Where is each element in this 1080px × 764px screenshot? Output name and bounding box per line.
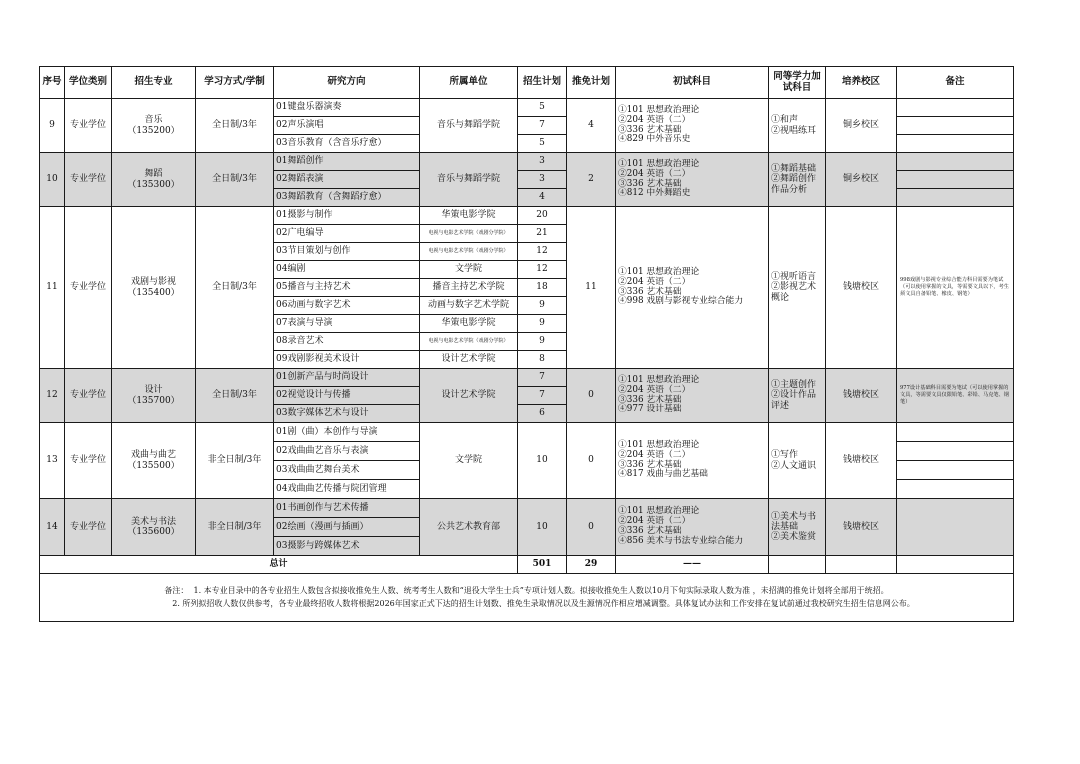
- cell-major: [112, 423, 196, 499]
- cell-recommend: 0: [567, 369, 616, 423]
- cell-unit: 电视与电影艺术学院（戏剧分学院）: [420, 243, 518, 261]
- extra-line: ②舞蹈创作: [771, 174, 817, 185]
- major-name: 舞蹈: [144, 169, 163, 180]
- cell-mode: 非全日制/3年: [196, 499, 274, 556]
- cell-direction: 03节目策划与创作: [274, 243, 420, 261]
- cell-direction: 02戏曲曲艺音乐与表演: [274, 442, 420, 461]
- cell-direction: 01书画创作与艺术传播: [274, 499, 420, 518]
- table-row: [40, 499, 1014, 518]
- cell-unit: 华策电影学院: [420, 207, 518, 225]
- cell-unit: 播音主持艺术学院: [420, 279, 518, 297]
- cell-recommend: 0: [567, 499, 616, 556]
- total-blank: [897, 556, 1014, 574]
- cell-extra: [769, 99, 826, 153]
- cell-unit: 电视与电影艺术学院（戏剧分学院）: [420, 225, 518, 243]
- cell-campus: 铜乡校区: [826, 153, 897, 207]
- cell-direction: 07表演与导演: [274, 315, 420, 333]
- header-degree: 学位类别: [65, 67, 112, 99]
- major-name: 设计: [144, 385, 163, 396]
- cell-recommend: 4: [567, 99, 616, 153]
- cell-note: [897, 480, 1014, 499]
- major-code: （135600）: [127, 527, 180, 537]
- exam-line: ③336 艺术基础: [618, 124, 682, 135]
- cell-direction: 01剧（曲）本创作与导演: [274, 423, 420, 442]
- footnote-text-2: 2. 所列拟招收人数仅供参考，各专业最终招收人数将根据2026年国家正式下达的招生计划数、推免生录取情况以及生源情况作相应增减调整。具体复试办法和工作安排在复试前通过我校研究生招生信息网公布。: [172, 598, 915, 608]
- extra-line: ②设计作品: [771, 390, 817, 401]
- cell-note: [897, 117, 1014, 135]
- cell-direction: 03音乐教育（含音乐疗愈）: [274, 135, 420, 153]
- table-row: [40, 369, 1014, 387]
- cell-note: [897, 499, 1014, 556]
- table-row: [40, 423, 1014, 442]
- cell-exam: [616, 207, 769, 369]
- cell-plan: 18: [518, 279, 567, 297]
- cell-plan: 9: [518, 297, 567, 315]
- cell-no: 11: [40, 207, 65, 369]
- table-row: [40, 207, 1014, 225]
- table-row: [40, 99, 1014, 117]
- header-no: 序号: [40, 67, 65, 99]
- extra-line: ②视唱练耳: [771, 125, 817, 136]
- cell-no: 9: [40, 99, 65, 153]
- cell-recommend: 0: [567, 423, 616, 499]
- total-row: [40, 556, 1014, 574]
- cell-major: [112, 153, 196, 207]
- cell-major: [112, 499, 196, 556]
- cell-extra: [769, 499, 826, 556]
- cell-mode: 全日制/3年: [196, 153, 274, 207]
- cell-extra: [769, 153, 826, 207]
- cell-degree: 专业学位: [65, 499, 112, 556]
- footnote-row: [40, 574, 1014, 622]
- cell-extra: [769, 369, 826, 423]
- cell-plan: 9: [518, 333, 567, 351]
- cell-direction: 06动画与数字艺术: [274, 297, 420, 315]
- major-name: 戏剧与影视: [130, 277, 176, 288]
- cell-direction: 02广电编导: [274, 225, 420, 243]
- cell-major: [112, 369, 196, 423]
- extra-line: ①写作: [771, 450, 799, 461]
- footnote-line-1: [42, 585, 1011, 597]
- header-unit: 所属单位: [420, 67, 518, 99]
- total-recommend: 29: [567, 556, 616, 574]
- cell-note: [897, 461, 1014, 480]
- cell-degree: 专业学位: [65, 99, 112, 153]
- cell-degree: 专业学位: [65, 423, 112, 499]
- extra-line: 概论: [771, 292, 790, 303]
- major-code: （135300）: [127, 179, 180, 190]
- total-plan: 501: [518, 556, 567, 574]
- major-code: （135700）: [127, 395, 180, 406]
- exam-line: ②204 英语（二）: [618, 114, 691, 125]
- exam-line: ①101 思想政治理论: [618, 439, 700, 450]
- extra-line: ①美术与书: [771, 511, 817, 522]
- cell-direction: 03戏曲曲艺舞台美术: [274, 461, 420, 480]
- extra-line: ①视听语言: [771, 272, 817, 283]
- cell-note: [897, 135, 1014, 153]
- exam-line: ①101 思想政治理论: [618, 374, 700, 385]
- cell-no: 10: [40, 153, 65, 207]
- exam-line: ③336 艺术基础: [618, 178, 682, 189]
- header-extra: 同等学力加试科目: [769, 67, 826, 99]
- cell-campus: 钱塘校区: [826, 423, 897, 499]
- cell-exam: [616, 423, 769, 499]
- header-plan: 招生计划: [518, 67, 567, 99]
- exam-line: ①101 思想政治理论: [618, 158, 700, 169]
- cell-direction: 01摄影与制作: [274, 207, 420, 225]
- cell-plan: 12: [518, 243, 567, 261]
- header-mode: 学习方式/学制: [196, 67, 274, 99]
- total-dash: ——: [616, 556, 769, 574]
- cell-no: 14: [40, 499, 65, 556]
- cell-direction: 02绘画（漫画与插画）: [274, 518, 420, 537]
- extra-line: ②美术鉴赏: [771, 532, 817, 543]
- cell-plan: 10: [518, 423, 567, 499]
- extra-line: ①主题创作: [771, 380, 817, 391]
- exam-line: ④817 戏曲与曲艺基础: [618, 469, 708, 480]
- cell-direction: 03数字媒体艺术与设计: [274, 405, 420, 423]
- exam-line: ②204 英语（二）: [618, 384, 691, 395]
- cell-exam: [616, 369, 769, 423]
- cell-unit: 动画与数字艺术学院: [420, 297, 518, 315]
- cell-campus: 钱塘校区: [826, 499, 897, 556]
- exam-line: ①101 思想政治理论: [618, 104, 700, 115]
- cell-direction: 01创新产品与时尚设计: [274, 369, 420, 387]
- cell-unit: 音乐与舞蹈学院: [420, 153, 518, 207]
- cell-mode: 全日制/3年: [196, 207, 274, 369]
- cell-degree: 专业学位: [65, 207, 112, 369]
- header-recommend: 推免计划: [567, 67, 616, 99]
- exam-line: ②204 英语（二）: [618, 516, 691, 527]
- header-exam: 初试科目: [616, 67, 769, 99]
- header-major: 招生专业: [112, 67, 196, 99]
- exam-line: ④829 中外音乐史: [618, 134, 691, 145]
- cell-direction: 08录音艺术: [274, 333, 420, 351]
- exam-line: ④812 中外舞蹈史: [618, 188, 691, 199]
- cell-unit: 音乐与舞蹈学院: [420, 99, 518, 153]
- exam-line: ④977 设计基础: [618, 404, 682, 415]
- cell-direction: 04戏曲曲艺传播与院团管理: [274, 480, 420, 499]
- cell-exam: [616, 153, 769, 207]
- extra-line: 法基础: [771, 521, 799, 532]
- cell-extra: [769, 207, 826, 369]
- exam-line: ②204 英语（二）: [618, 168, 691, 179]
- footnote-label: 备注：: [164, 586, 189, 596]
- extra-line: ②人文通识: [771, 460, 817, 471]
- cell-plan: 7: [518, 387, 567, 405]
- cell-direction: 04编剧: [274, 261, 420, 279]
- cell-note: [897, 171, 1014, 189]
- cell-plan: 7: [518, 369, 567, 387]
- cell-recommend: 2: [567, 153, 616, 207]
- cell-exam: [616, 499, 769, 556]
- cell-plan: 20: [518, 207, 567, 225]
- cell-note: [897, 153, 1014, 171]
- cell-plan: 5: [518, 135, 567, 153]
- major-code: （135200）: [127, 125, 180, 136]
- cell-major: [112, 99, 196, 153]
- cell-note: [897, 423, 1014, 442]
- cell-note: [897, 189, 1014, 207]
- extra-line: ②影视艺术: [771, 282, 817, 293]
- cell-no: 12: [40, 369, 65, 423]
- cell-direction: 05播音与主持艺术: [274, 279, 420, 297]
- header-direction: 研究方向: [274, 67, 420, 99]
- cell-direction: 01舞蹈创作: [274, 153, 420, 171]
- extra-line: 作品分析: [771, 184, 808, 195]
- total-blank: [769, 556, 826, 574]
- cell-plan: 6: [518, 405, 567, 423]
- exam-line: ④856 美术与书法专业综合能力: [618, 535, 744, 546]
- enrollment-table: [39, 66, 1014, 622]
- major-code: （135500）: [127, 460, 180, 471]
- footnote-cell: [40, 574, 1014, 622]
- cell-plan: 9: [518, 315, 567, 333]
- major-name: 美术与书法: [130, 516, 176, 527]
- cell-direction: 01键盘乐器演奏: [274, 99, 420, 117]
- exam-line: ④998 戏剧与影视专业综合能力: [618, 296, 744, 307]
- cell-mode: 非全日制/3年: [196, 423, 274, 499]
- cell-plan: 8: [518, 351, 567, 369]
- cell-direction: 02声乐演唱: [274, 117, 420, 135]
- major-code: （135400）: [127, 287, 180, 298]
- exam-line: ②204 英语（二）: [618, 449, 691, 460]
- cell-direction: 02视觉设计与传播: [274, 387, 420, 405]
- cell-degree: 专业学位: [65, 369, 112, 423]
- exam-line: ③336 艺术基础: [618, 526, 682, 536]
- cell-unit: 电视与电影艺术学院（戏剧分学院）: [420, 333, 518, 351]
- cell-plan: 7: [518, 117, 567, 135]
- footnote-text-1: 1. 本专业目录中的各专业招生人数包含拟接收推免生人数、统考考生人数和“退役大学生士兵”专项计划人数。拟接收推免生人数以10月下旬实际录取人数为准 ，未招满的推免计划将全部用于统招。: [193, 586, 889, 596]
- cell-degree: 专业学位: [65, 153, 112, 207]
- cell-unit: 设计艺术学院: [420, 351, 518, 369]
- cell-note: 977设计基础科目需要为笔试（可以使用掌握的文具，等需要文具仅限铅笔、彩铅、马克笔、钢笔）: [897, 369, 1014, 423]
- cell-recommend: 11: [567, 207, 616, 369]
- cell-mode: 全日制/3年: [196, 369, 274, 423]
- total-blank: [826, 556, 897, 574]
- cell-campus: 钱塘校区: [826, 369, 897, 423]
- header-row: [40, 67, 1014, 99]
- cell-plan: 5: [518, 99, 567, 117]
- exam-line: ③336 艺术基础: [618, 459, 682, 470]
- extra-line: ①和声: [771, 115, 799, 126]
- major-name: 戏曲与曲艺: [130, 450, 176, 461]
- cell-unit: 文学院: [420, 261, 518, 279]
- major-name: 音乐: [144, 115, 163, 126]
- enrollment-sheet: [39, 66, 1013, 662]
- header-note: 备注: [897, 67, 1014, 99]
- cell-direction: 02舞蹈表演: [274, 171, 420, 189]
- cell-note: 998戏剧与影视专业综合能力科目需要为笔试（可以使用掌握的文具，等需要文具以下，考生须文具自备铅笔、橡皮、钢笔）: [897, 207, 1014, 369]
- cell-no: 13: [40, 423, 65, 499]
- cell-campus: 钱塘校区: [826, 207, 897, 369]
- extra-line: 评述: [771, 400, 790, 411]
- cell-extra: [769, 423, 826, 499]
- exam-line: ①101 思想政治理论: [618, 266, 700, 277]
- cell-unit: 设计艺术学院: [420, 369, 518, 423]
- cell-direction: 03摄影与跨媒体艺术: [274, 537, 420, 556]
- cell-direction: 09戏剧影视美术设计: [274, 351, 420, 369]
- cell-unit: 文学院: [420, 423, 518, 499]
- exam-line: ③336 艺术基础: [618, 286, 682, 297]
- header-campus: 培养校区: [826, 67, 897, 99]
- cell-unit: 公共艺术教育部: [420, 499, 518, 556]
- cell-direction: 03舞蹈教育（含舞蹈疗愈）: [274, 189, 420, 207]
- cell-mode: 全日制/3年: [196, 99, 274, 153]
- cell-note: [897, 442, 1014, 461]
- cell-plan: 3: [518, 171, 567, 189]
- exam-line: ①101 思想政治理论: [618, 506, 700, 517]
- cell-major: [112, 207, 196, 369]
- cell-plan: 4: [518, 189, 567, 207]
- cell-exam: [616, 99, 769, 153]
- table-row: [40, 153, 1014, 171]
- cell-plan: 3: [518, 153, 567, 171]
- total-label: 总计: [40, 556, 518, 574]
- cell-note: [897, 99, 1014, 117]
- cell-campus: 铜乡校区: [826, 99, 897, 153]
- cell-plan: 12: [518, 261, 567, 279]
- cell-unit: 华策电影学院: [420, 315, 518, 333]
- cell-plan: 21: [518, 225, 567, 243]
- exam-line: ③336 艺术基础: [618, 394, 682, 405]
- exam-line: ②204 英语（二）: [618, 276, 691, 287]
- extra-line: ①舞蹈基础: [771, 164, 817, 175]
- cell-plan: 10: [518, 499, 567, 556]
